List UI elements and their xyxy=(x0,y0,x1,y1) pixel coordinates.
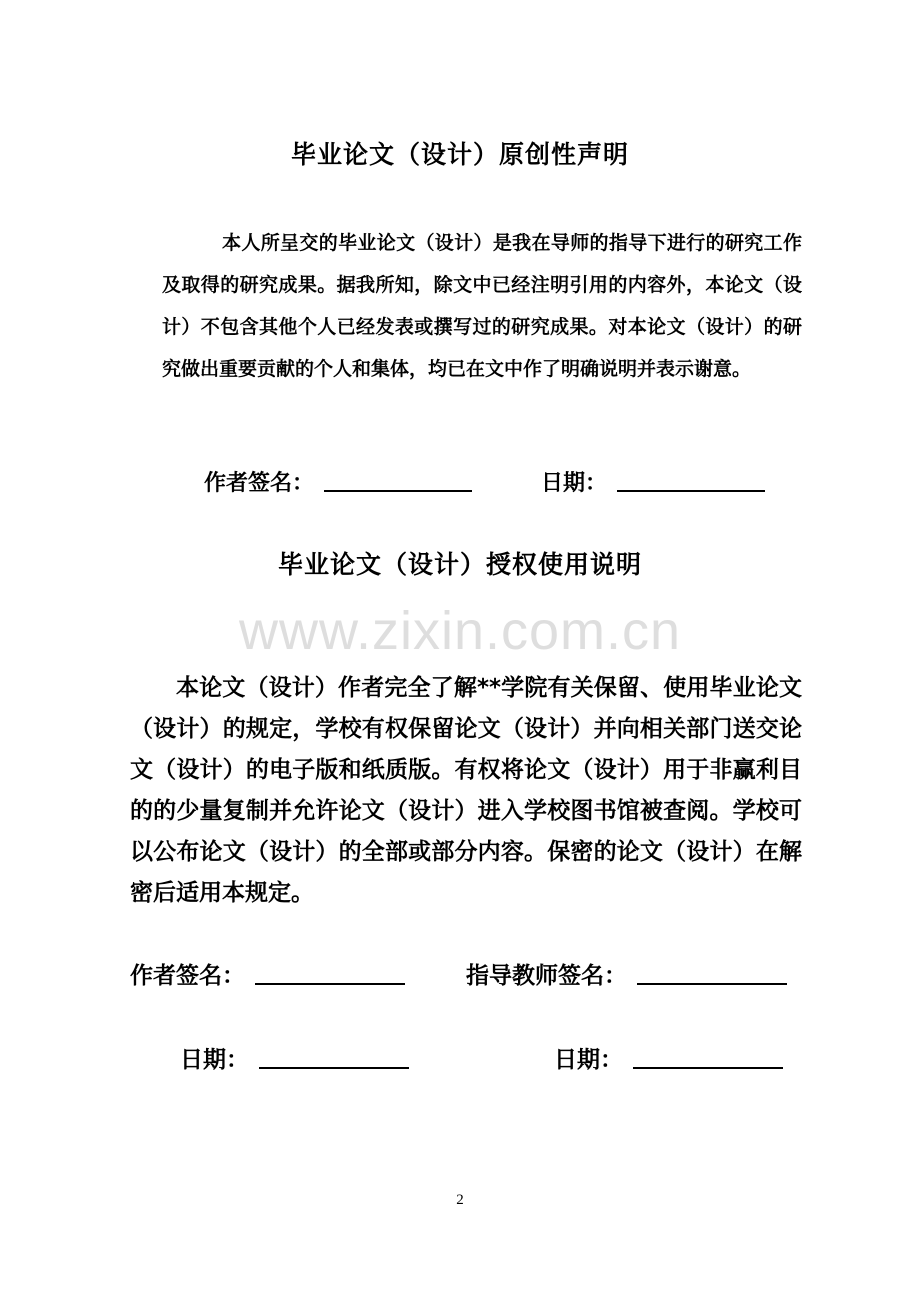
authorization-author-signature-row xyxy=(130,957,405,990)
originality-date-row xyxy=(541,466,765,497)
originality-author-signature-row xyxy=(204,466,472,497)
advisor-signature-label: 指导教师签名： xyxy=(466,963,627,989)
author-signature-label: 作者签名： xyxy=(204,471,315,496)
originality-statement: 本人所呈交的毕业论文（设计）是我在导师的指导下进行的研究工作及取得的研究成果。据我所知，除文中已经注明引用的内容外，本论文（设计）不包含其他个人已经发表或撰写过的研究成果。对本论文（设计）的研究做出重要贡献的个人和集体，均已在文中作了明确说明并表示谢意。 xyxy=(162,232,802,380)
date-label: 日期： xyxy=(554,1047,623,1073)
author-signature-field[interactable] xyxy=(255,982,405,985)
advisor-signature-field[interactable] xyxy=(637,982,787,985)
authorization-advisor-signature-row xyxy=(466,957,787,990)
author-signature-label: 作者签名： xyxy=(130,963,245,989)
authorization-title: 毕业论文（设计）授权使用说明 xyxy=(277,550,642,579)
authorization-advisor-date-row xyxy=(554,1041,783,1074)
date-label: 日期： xyxy=(541,471,608,496)
date-label: 日期： xyxy=(180,1047,249,1073)
advisor-date-field[interactable] xyxy=(633,1066,783,1069)
date-field[interactable] xyxy=(617,489,765,492)
author-date-field[interactable] xyxy=(259,1066,409,1069)
authorization-statement: 本论文（设计）作者完全了解**学院有关保留、使用毕业论文（设计）的规定，学校有权保留论文（设计）并向相关部门送交论文（设计）的电子版和纸质版。有权将论文（设计）用于非赢利目的的少量复制并允许论文（设计）进入学校图书馆被查阅。学校可以公布论文（设计）的全部或部分内容。保密的论文（设计）在解密后适用本规定。 xyxy=(130,675,802,906)
authorization-author-date-row xyxy=(180,1041,409,1074)
author-signature-field[interactable] xyxy=(324,489,472,492)
page-number: 2 xyxy=(456,1192,464,1208)
watermark: www.zixin.com.cn xyxy=(238,601,682,661)
originality-title: 毕业论文（设计）原创性声明 xyxy=(290,140,629,169)
